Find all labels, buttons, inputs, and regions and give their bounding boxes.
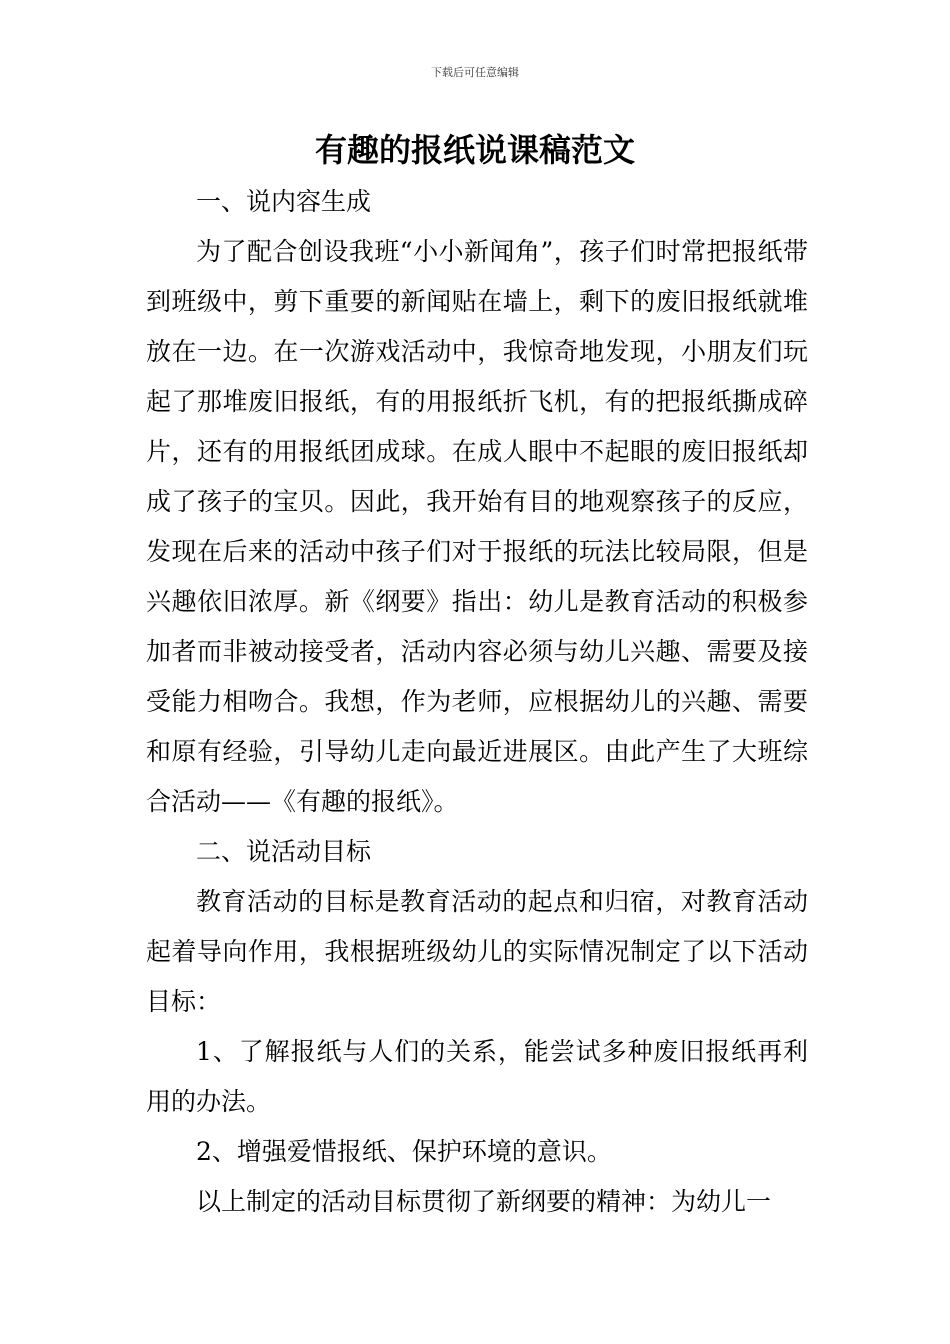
- section-heading-content: 一、说内容生成: [196, 187, 372, 216]
- paragraph-content-background: 为了配合创设我班“小小新闻角”，孩子们时常把报纸带到班级中，剪下重要的新闻贴在墙上，剩下的废旧报纸就堆放在一边。在一次游戏活动中，我惊奇地发现，小朋友们玩起了那堆废旧报纸，有的用报纸折飞机，有的把报纸撕成碎片，还有的用报纸团成球。在成人眼中不起眼的废旧报纸却成了孩子的宝贝。因此，我开始有目的地观察孩子的反应，发现在后来的活动中孩子们对于报纸的玩法比较局限，但是兴趣依旧浓厚。新《纲要》指出：幼儿是教育活动的积极参加者而非被动接受者，活动内容必须与幼儿兴趣、需要及接受能力相吻合。我想，作为老师，应根据幼儿的兴趣、需要和原有经验，引导幼儿走向最近进展区。由此产生了大班综合活动——《有趣的报纸》。: [146, 237, 808, 816]
- document-title: 有趣的报纸说课稿范文: [314, 131, 635, 169]
- paragraph-goal-1: 1、了解报纸与人们的关系，能尝试多种废旧报纸再利用的办法。: [146, 1037, 808, 1116]
- paragraph-goals-intro: 教育活动的目标是教育活动的起点和归宿，对教育活动起着导向作用，我根据班级幼儿的实际情况制定了以下活动目标：: [146, 887, 808, 1016]
- header-note: 下载后可任意编辑: [431, 66, 519, 79]
- section-heading-goals: 二、说活动目标: [196, 837, 372, 866]
- document-body: [146, 177, 808, 1227]
- paragraph-goal-2: 2、增强爱惜报纸、保护环境的意识。: [196, 1137, 612, 1166]
- paragraph-goals-summary: 以上制定的活动目标贯彻了新纲要的精神：为幼儿一: [196, 1187, 772, 1216]
